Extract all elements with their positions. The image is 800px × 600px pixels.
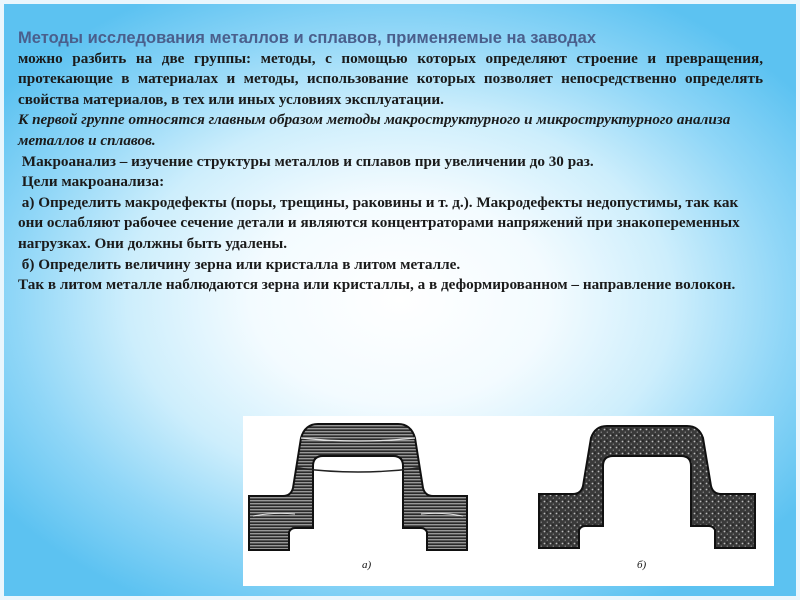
figure-label-b: б) xyxy=(637,559,647,571)
goals-heading xyxy=(18,172,763,193)
slide-title: Методы исследования металлов и сплавов, применяемые на заводах xyxy=(18,29,596,47)
conclusion-paragraph: Так в литом металле наблюдаются зерна или кристаллы, а в деформированном – направление волокон. xyxy=(18,276,736,294)
macro-definition-text: Макроанализ – изучение структуры металлов и сплавов при увеличении до 30 раз. xyxy=(21,152,594,170)
casting-grains-b xyxy=(539,426,755,548)
macro-definition xyxy=(18,152,763,173)
figure-label-a: а) xyxy=(362,559,372,571)
goal-a xyxy=(18,193,763,255)
goal-b-text: б) Определить величину зерна или кристалла в литом металле. xyxy=(21,255,461,273)
first-group-paragraph: К первой группе относятся главным образом методы макроструктурного и микроструктурного анализа металлов и сплавов. xyxy=(18,111,731,149)
forging-fibers-a xyxy=(249,424,467,550)
goals-heading-text: Цели макроанализа: xyxy=(21,173,165,191)
goal-b xyxy=(18,255,763,276)
intro-paragraph: можно разбить на две группы: методы, с помощью которых определяют строение и превращения, протекающие в материалах и методы, использование которых позволяет непосредственно определять свойства материалов, в тех или иных условиях эксплуатации. xyxy=(18,49,763,108)
goal-a-text: а) Определить макродефекты (поры, трещины, раковины и т. д.). Макродефекты недопустимы, так как они ослабляют рабочее сечение детали и являются концентраторами напряжений при знакопеременных нагрузках. Они должны быть удалены. xyxy=(18,193,740,252)
macrostructure-figure xyxy=(243,416,774,586)
slide-text xyxy=(18,28,763,296)
